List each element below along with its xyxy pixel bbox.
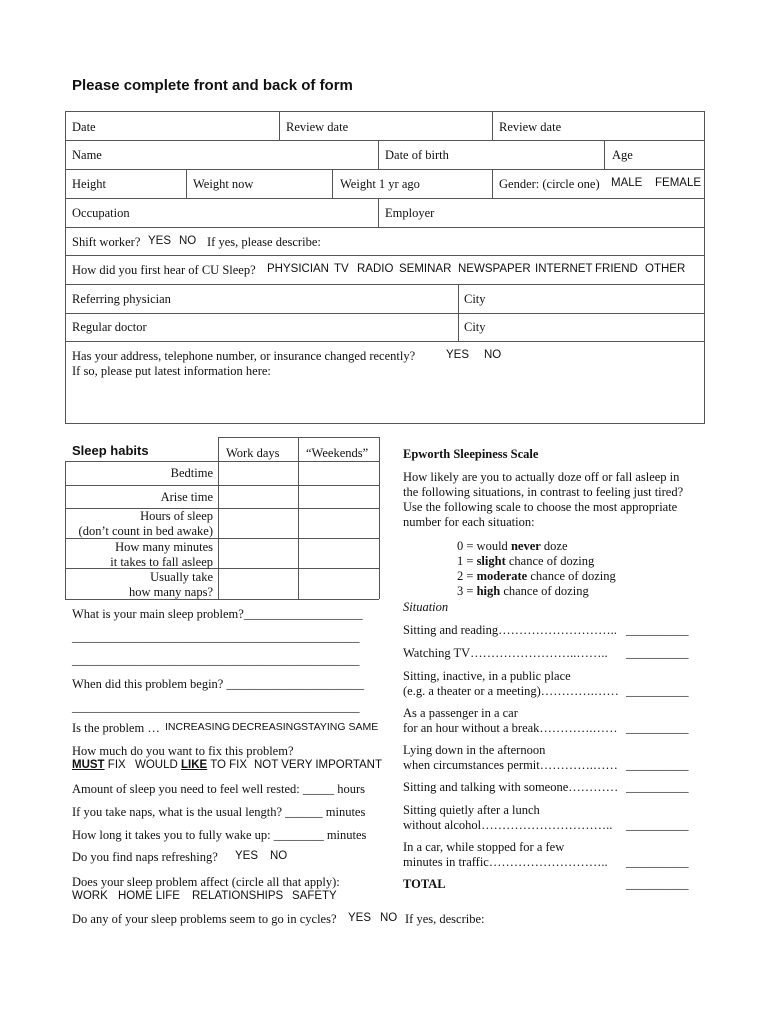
total-score[interactable]: __________ <box>626 877 689 891</box>
naps-option-yes[interactable]: YES <box>235 850 259 862</box>
address-option-no[interactable]: NO <box>484 349 502 361</box>
date-of-birth-field[interactable]: Date of birth <box>385 148 449 162</box>
situation-4-text-1: As a passenger in a car <box>403 706 518 720</box>
city-field-2[interactable]: City <box>464 320 486 334</box>
row-hours-sleep-note: (don’t count in bed awake) <box>78 524 213 538</box>
epworth-intro-1: How likely are you to actually doze off or fall asleep in <box>403 470 680 484</box>
row-minutes-fall: How many minutes <box>115 540 213 554</box>
situation-6-text: Sitting and talking with someone………… <box>403 780 619 794</box>
fix-would-text: WOULD <box>135 759 181 771</box>
nap-length-field[interactable]: If you take naps, what is the usual length? ______ minutes <box>72 805 366 819</box>
employer-field[interactable]: Employer <box>385 206 435 220</box>
situation-1-score[interactable]: __________ <box>626 623 689 637</box>
fix-like-rest: TO FIX <box>207 759 248 771</box>
fix-must-rest: FIX <box>104 759 126 771</box>
amount-sleep-field[interactable]: Amount of sleep you need to feel well rested: _____ hours <box>72 782 365 796</box>
affect-option-home-life[interactable]: HOME LIFE <box>118 890 180 902</box>
when-begin-field[interactable]: When did this problem begin? ______________________ <box>72 677 364 691</box>
row-arise-time: Arise time <box>160 490 213 504</box>
situation-7-text-1: Sitting quietly after a lunch <box>403 803 540 817</box>
fix-option-not-important[interactable]: NOT VERY IMPORTANT <box>254 759 383 771</box>
occupation-field[interactable]: Occupation <box>72 206 130 220</box>
cycles-describe-field[interactable]: If yes, describe: <box>405 912 485 926</box>
date-field[interactable]: Date <box>72 120 96 134</box>
weight-now-field[interactable]: Weight now <box>193 177 254 191</box>
situation-5-text-2: when circumstances permit………….…… <box>403 758 618 772</box>
height-field[interactable]: Height <box>72 177 107 191</box>
situation-2-score[interactable]: __________ <box>626 646 689 660</box>
shift-describe-field[interactable]: If yes, please describe: <box>207 235 321 249</box>
scale-3: 3 = high chance of dozing <box>457 584 589 598</box>
address-changed-label: Has your address, telephone number, or insurance changed recently? <box>72 349 416 363</box>
epworth-intro-2: the following situations, in contrast to feeling just tired? <box>403 485 684 499</box>
regular-doctor-field[interactable]: Regular doctor <box>72 320 147 334</box>
scale-0: 0 = would never doze <box>457 539 568 553</box>
main-problem-field[interactable]: What is your main sleep problem?___________________ <box>72 607 363 621</box>
situation-5-text-1: Lying down in the afternoon <box>403 743 546 757</box>
wake-up-field[interactable]: How long it takes you to fully wake up: ________ minutes <box>72 828 367 842</box>
cycles-option-no[interactable]: NO <box>380 912 398 924</box>
weight-1yr-field[interactable]: Weight 1 yr ago <box>340 177 420 191</box>
trend-option-staying-same[interactable]: STAYING SAME <box>301 721 379 733</box>
affect-option-work[interactable]: WORK <box>72 890 108 902</box>
fix-must-text: MUST <box>72 759 105 771</box>
fix-like-text: LIKE <box>181 759 208 771</box>
hear-option-radio[interactable]: RADIO <box>357 263 394 275</box>
name-field[interactable]: Name <box>72 148 102 162</box>
situation-3-score[interactable]: __________ <box>626 684 689 698</box>
hear-option-internet[interactable]: INTERNET <box>535 263 593 275</box>
hear-question-label: How did you first hear of CU Sleep? <box>72 263 256 277</box>
is-problem-label: Is the problem … <box>72 721 160 735</box>
shift-worker-label: Shift worker? <box>72 235 141 249</box>
total-label: TOTAL <box>403 877 446 891</box>
situation-1-text: Sitting and reading……………………….. <box>403 623 617 637</box>
hear-option-tv[interactable]: TV <box>334 263 349 275</box>
fix-question-label: How much do you want to fix this problem? <box>72 744 294 758</box>
col-weekends: “Weekends” <box>306 446 369 460</box>
col-work-days: Work days <box>226 446 280 460</box>
situation-4-score[interactable]: __________ <box>626 721 689 735</box>
situation-8-text-2: minutes in traffic……………………….. <box>403 855 608 869</box>
hear-option-friend[interactable]: FRIEND <box>595 263 638 275</box>
sleep-habits-title: Sleep habits <box>72 443 149 458</box>
gender-option-male[interactable]: MALE <box>611 177 643 189</box>
hear-option-physician[interactable]: PHYSICIAN <box>267 263 329 275</box>
hear-option-newspaper[interactable]: NEWSPAPER <box>458 263 531 275</box>
row-naps-2: how many naps? <box>128 585 213 599</box>
referring-physician-field[interactable]: Referring physician <box>72 292 171 306</box>
hear-option-other[interactable]: OTHER <box>645 263 686 275</box>
situation-8-text-1: In a car, while stopped for a few <box>403 840 565 854</box>
problem-line-2[interactable]: ______________________________________________ <box>72 653 360 667</box>
situation-label: Situation <box>403 600 449 614</box>
page-title: Please complete front and back of form <box>72 77 353 94</box>
situation-2-text: Watching TV……………………..…….. <box>403 646 608 660</box>
situation-7-score[interactable]: __________ <box>626 818 689 832</box>
situation-3-text-1: Sitting, inactive, in a public place <box>403 669 571 683</box>
cycles-question-label: Do any of your sleep problems seem to go in cycles? <box>72 912 337 926</box>
cycles-option-yes[interactable]: YES <box>348 912 372 924</box>
epworth-title: Epworth Sleepiness Scale <box>403 447 539 461</box>
affect-option-relationships[interactable]: RELATIONSHIPS <box>192 890 284 902</box>
row-hours-sleep: Hours of sleep <box>140 509 213 523</box>
hear-option-seminar[interactable]: SEMINAR <box>399 263 452 275</box>
review-date-field-2[interactable]: Review date <box>499 120 562 134</box>
row-bedtime: Bedtime <box>170 466 213 480</box>
affect-option-safety[interactable]: SAFETY <box>292 890 337 902</box>
review-date-field-1[interactable]: Review date <box>286 120 349 134</box>
situation-4-text-2: for an hour without a break………….…… <box>403 721 618 735</box>
row-naps: Usually take <box>150 570 213 584</box>
gender-label: Gender: (circle one) <box>499 177 600 191</box>
epworth-intro-4: number for each situation: <box>403 515 535 529</box>
shift-option-yes[interactable]: YES <box>148 235 172 247</box>
begin-line[interactable]: ______________________________________________ <box>72 700 360 714</box>
scale-2: 2 = moderate chance of dozing <box>457 569 616 583</box>
address-option-yes[interactable]: YES <box>446 349 470 361</box>
scale-1: 1 = slight chance of dozing <box>457 554 595 568</box>
gender-option-female[interactable]: FEMALE <box>655 177 702 189</box>
naps-option-no[interactable]: NO <box>270 850 288 862</box>
situation-6-score[interactable]: __________ <box>626 780 689 794</box>
fix-option-would-like[interactable] <box>135 759 247 771</box>
age-field[interactable]: Age <box>612 148 633 162</box>
city-field-1[interactable]: City <box>464 292 486 306</box>
naps-refreshing-label: Do you find naps refreshing? <box>72 850 218 864</box>
problem-line-1[interactable]: ______________________________________________ <box>72 630 360 644</box>
situation-7-text-2: without alcohol………………………….. <box>403 818 613 832</box>
situation-3-text-2: (e.g. a theater or a meeting)………….…… <box>403 684 619 698</box>
row-minutes-fall-2: it takes to fall asleep <box>110 555 213 569</box>
trend-option-decreasing[interactable]: DECREASING <box>232 721 302 733</box>
fix-option-must[interactable] <box>72 759 126 771</box>
situation-5-score[interactable]: __________ <box>626 758 689 772</box>
latest-info-field[interactable]: If so, please put latest information here: <box>72 364 271 378</box>
trend-option-increasing[interactable]: INCREASING <box>165 721 231 733</box>
shift-option-no[interactable]: NO <box>179 235 197 247</box>
affect-question-label: Does your sleep problem affect (circle all that apply): <box>72 875 340 889</box>
epworth-intro-3: Use the following scale to choose the most appropriate <box>403 500 678 514</box>
situation-8-score[interactable]: __________ <box>626 855 689 869</box>
